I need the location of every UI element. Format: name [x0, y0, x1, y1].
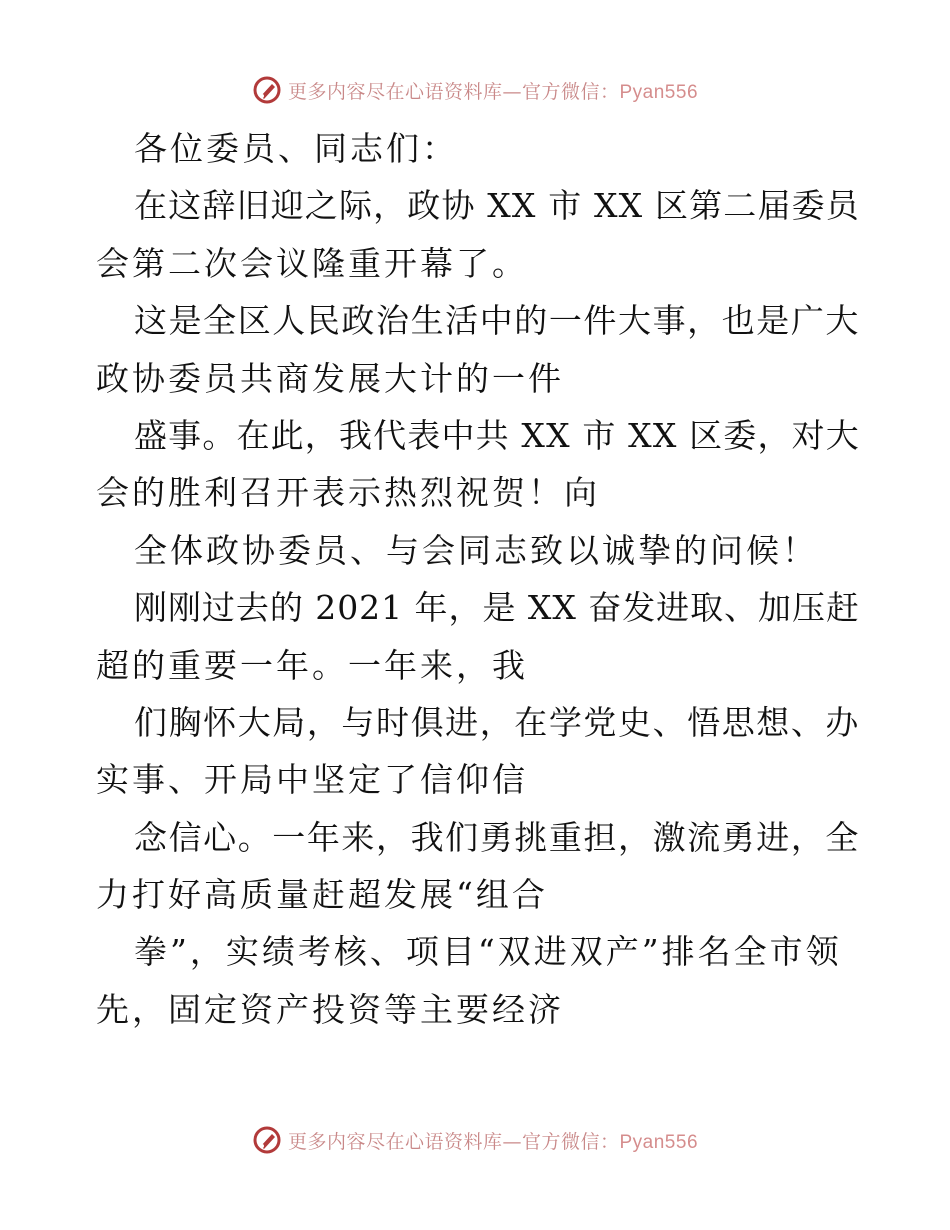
text-line: 政协委员共商发展大计的一件: [96, 358, 564, 398]
text-line: 各位委员、同志们：: [134, 129, 458, 168]
text-line: 力打好高质量赶超发展“组合: [96, 875, 548, 915]
pen-logo-icon: [252, 75, 282, 105]
text-line: 拳”，实绩考核、项目“双进双产”排名全市领: [134, 932, 842, 972]
text-line: 全体政协委员、与会同志致以诚挚的问候！: [134, 530, 818, 570]
watermark-text-cn: 更多内容尽在心语资料库—官方微信：: [287, 1130, 620, 1153]
text-line: 盛事。在此，我代表中共 XX 市 XX 区委，对大: [134, 415, 860, 455]
watermark-text: [288, 77, 698, 104]
text-line: 这是全区人民政治生活中的一件大事，也是广大: [134, 301, 860, 341]
header-watermark: [0, 70, 950, 110]
watermark-wechat-id: Pyan556: [619, 1131, 699, 1153]
text-line: 们胸怀大局，与时俱进，在学党史、悟思想、办: [134, 702, 860, 742]
watermark-text: [288, 1127, 698, 1154]
document-body: [96, 120, 860, 1038]
footer-watermark: [0, 1120, 950, 1160]
watermark-text-cn: 更多内容尽在心语资料库—官方微信：: [287, 80, 620, 103]
text-line: 会第二次会议隆重开幕了。: [96, 243, 528, 283]
text-line: 在这辞旧迎之际，政协 XX 市 XX 区第二届委员: [134, 186, 860, 226]
text-line: 刚刚过去的 2021 年，是 XX 奋发进取、加压赶: [134, 588, 860, 628]
text-line: 超的重要一年。一年来，我: [96, 645, 528, 685]
text-line: 念信心。一年来，我们勇挑重担，激流勇进，全: [134, 817, 860, 857]
text-line: 实事、开局中坚定了信仰信: [96, 760, 528, 800]
pen-logo-icon: [252, 1125, 282, 1155]
watermark-wechat-id: Pyan556: [619, 81, 699, 103]
text-line: 先，固定资产投资等主要经济: [96, 989, 564, 1029]
text-line: 会的胜利召开表示热烈祝贺！向: [96, 473, 600, 513]
